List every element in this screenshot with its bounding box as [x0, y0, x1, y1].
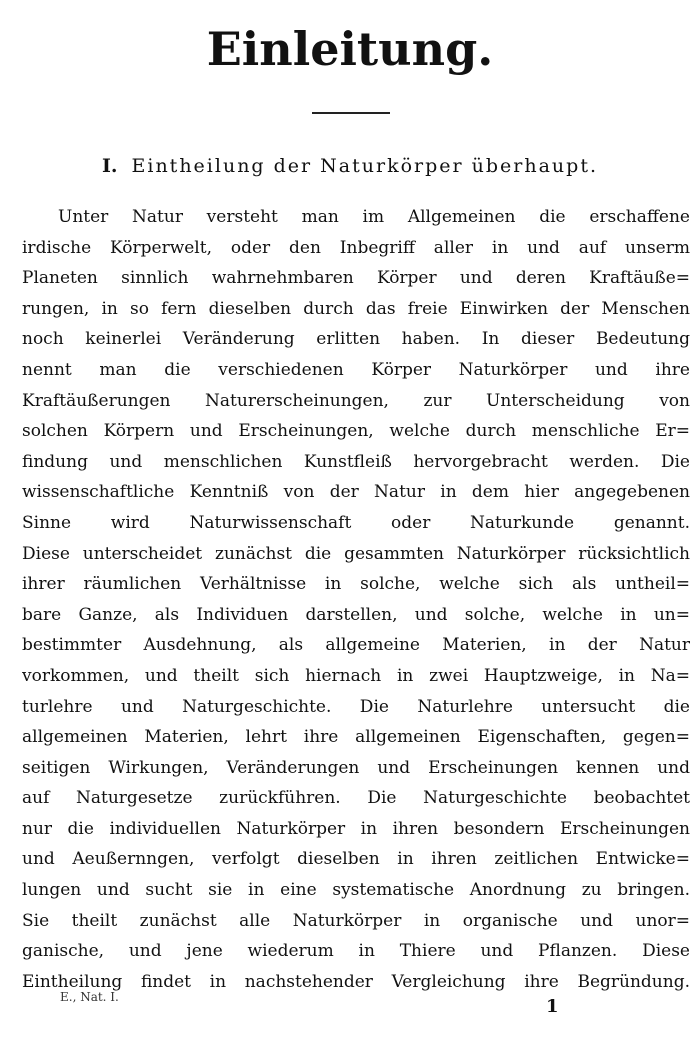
section-number: I. — [101, 155, 118, 177]
text-line: bestimmter Ausdehnung, als allgemeine Materien, in der Natur — [22, 635, 690, 656]
page-number: 1 — [546, 996, 559, 1017]
text-line: lungen und sucht sie in eine systematische Anordnung zu bringen. — [22, 880, 690, 901]
text-line: irdische Körperwelt, oder den Inbegriff aller in und auf unserm — [22, 237, 690, 258]
section-title: Eintheilung der Naturkörper überhaupt. — [131, 155, 598, 177]
text-line: wissenschaftliche Kenntniß von der Natur in dem hier angegebenen — [22, 482, 690, 503]
text-line: solchen Körpern und Erscheinungen, welche durch menschliche Er= — [22, 421, 690, 442]
text-line: vorkommen, und theilt sich hiernach in zwei Hauptzweige, in Na= — [22, 665, 690, 686]
printer-signature: E., Nat. I. — [60, 990, 119, 1004]
section-heading — [0, 155, 700, 177]
text-line: auf Naturgesetze zurückführen. Die Naturgeschichte beobachtet — [22, 788, 690, 809]
text-line: allgemeinen Materien, lehrt ihre allgemeinen Eigenschaften, gegen= — [22, 727, 690, 748]
text-line: rungen, in so fern dieselben durch das freie Einwirken der Menschen — [22, 298, 690, 319]
text-line: Sie theilt zunächst alle Naturkörper in organische und unor= — [22, 910, 690, 931]
text-line: seitigen Wirkungen, Veränderungen und Erscheinungen kennen und — [22, 757, 690, 778]
text-line: Eintheilung findet in nachstehender Vergleichung ihre Begründung. — [22, 971, 690, 992]
page-title: Einleitung. — [206, 22, 494, 76]
text-line: bare Ganze, als Individuen darstellen, und solche, welche in un= — [22, 604, 690, 625]
text-line: turlehre und Naturgeschichte. Die Naturlehre untersucht die — [22, 696, 690, 717]
text-line: noch keinerlei Veränderung erlitten haben. In dieser Bedeutung — [22, 329, 690, 350]
body-text — [22, 202, 690, 997]
text-line: und Aeußernngen, verfolgt dieselben in ihren zeitlichen Entwicke= — [22, 849, 690, 870]
text-line: Unter Natur versteht man im Allgemeinen die erschaffene — [58, 207, 690, 227]
text-line: Kraftäußerungen Naturerscheinungen, zur Unterscheidung von — [22, 390, 690, 411]
text-line: Planeten sinnlich wahrnehmbaren Körper und deren Kraftäuße= — [22, 268, 690, 289]
text-line: ihrer räumlichen Verhältnisse in solche, welche sich als untheil= — [22, 574, 690, 595]
text-line: nur die individuellen Naturkörper in ihren besondern Erscheinungen — [22, 818, 690, 839]
text-line: ganische, und jene wiederum in Thiere und Pflanzen. Diese — [22, 941, 690, 962]
text-line: nennt man die verschiedenen Körper Naturkörper und ihre — [22, 359, 690, 380]
text-line: findung und menschlichen Kunstfleiß hervorgebracht werden. Die — [22, 451, 690, 472]
title-divider — [312, 112, 390, 114]
text-line: Diese unterscheidet zunächst die gesammten Naturkörper rücksichtlich — [22, 543, 690, 564]
text-line: Sinne wird Naturwissenschaft oder Naturkunde genannt. — [22, 512, 690, 533]
